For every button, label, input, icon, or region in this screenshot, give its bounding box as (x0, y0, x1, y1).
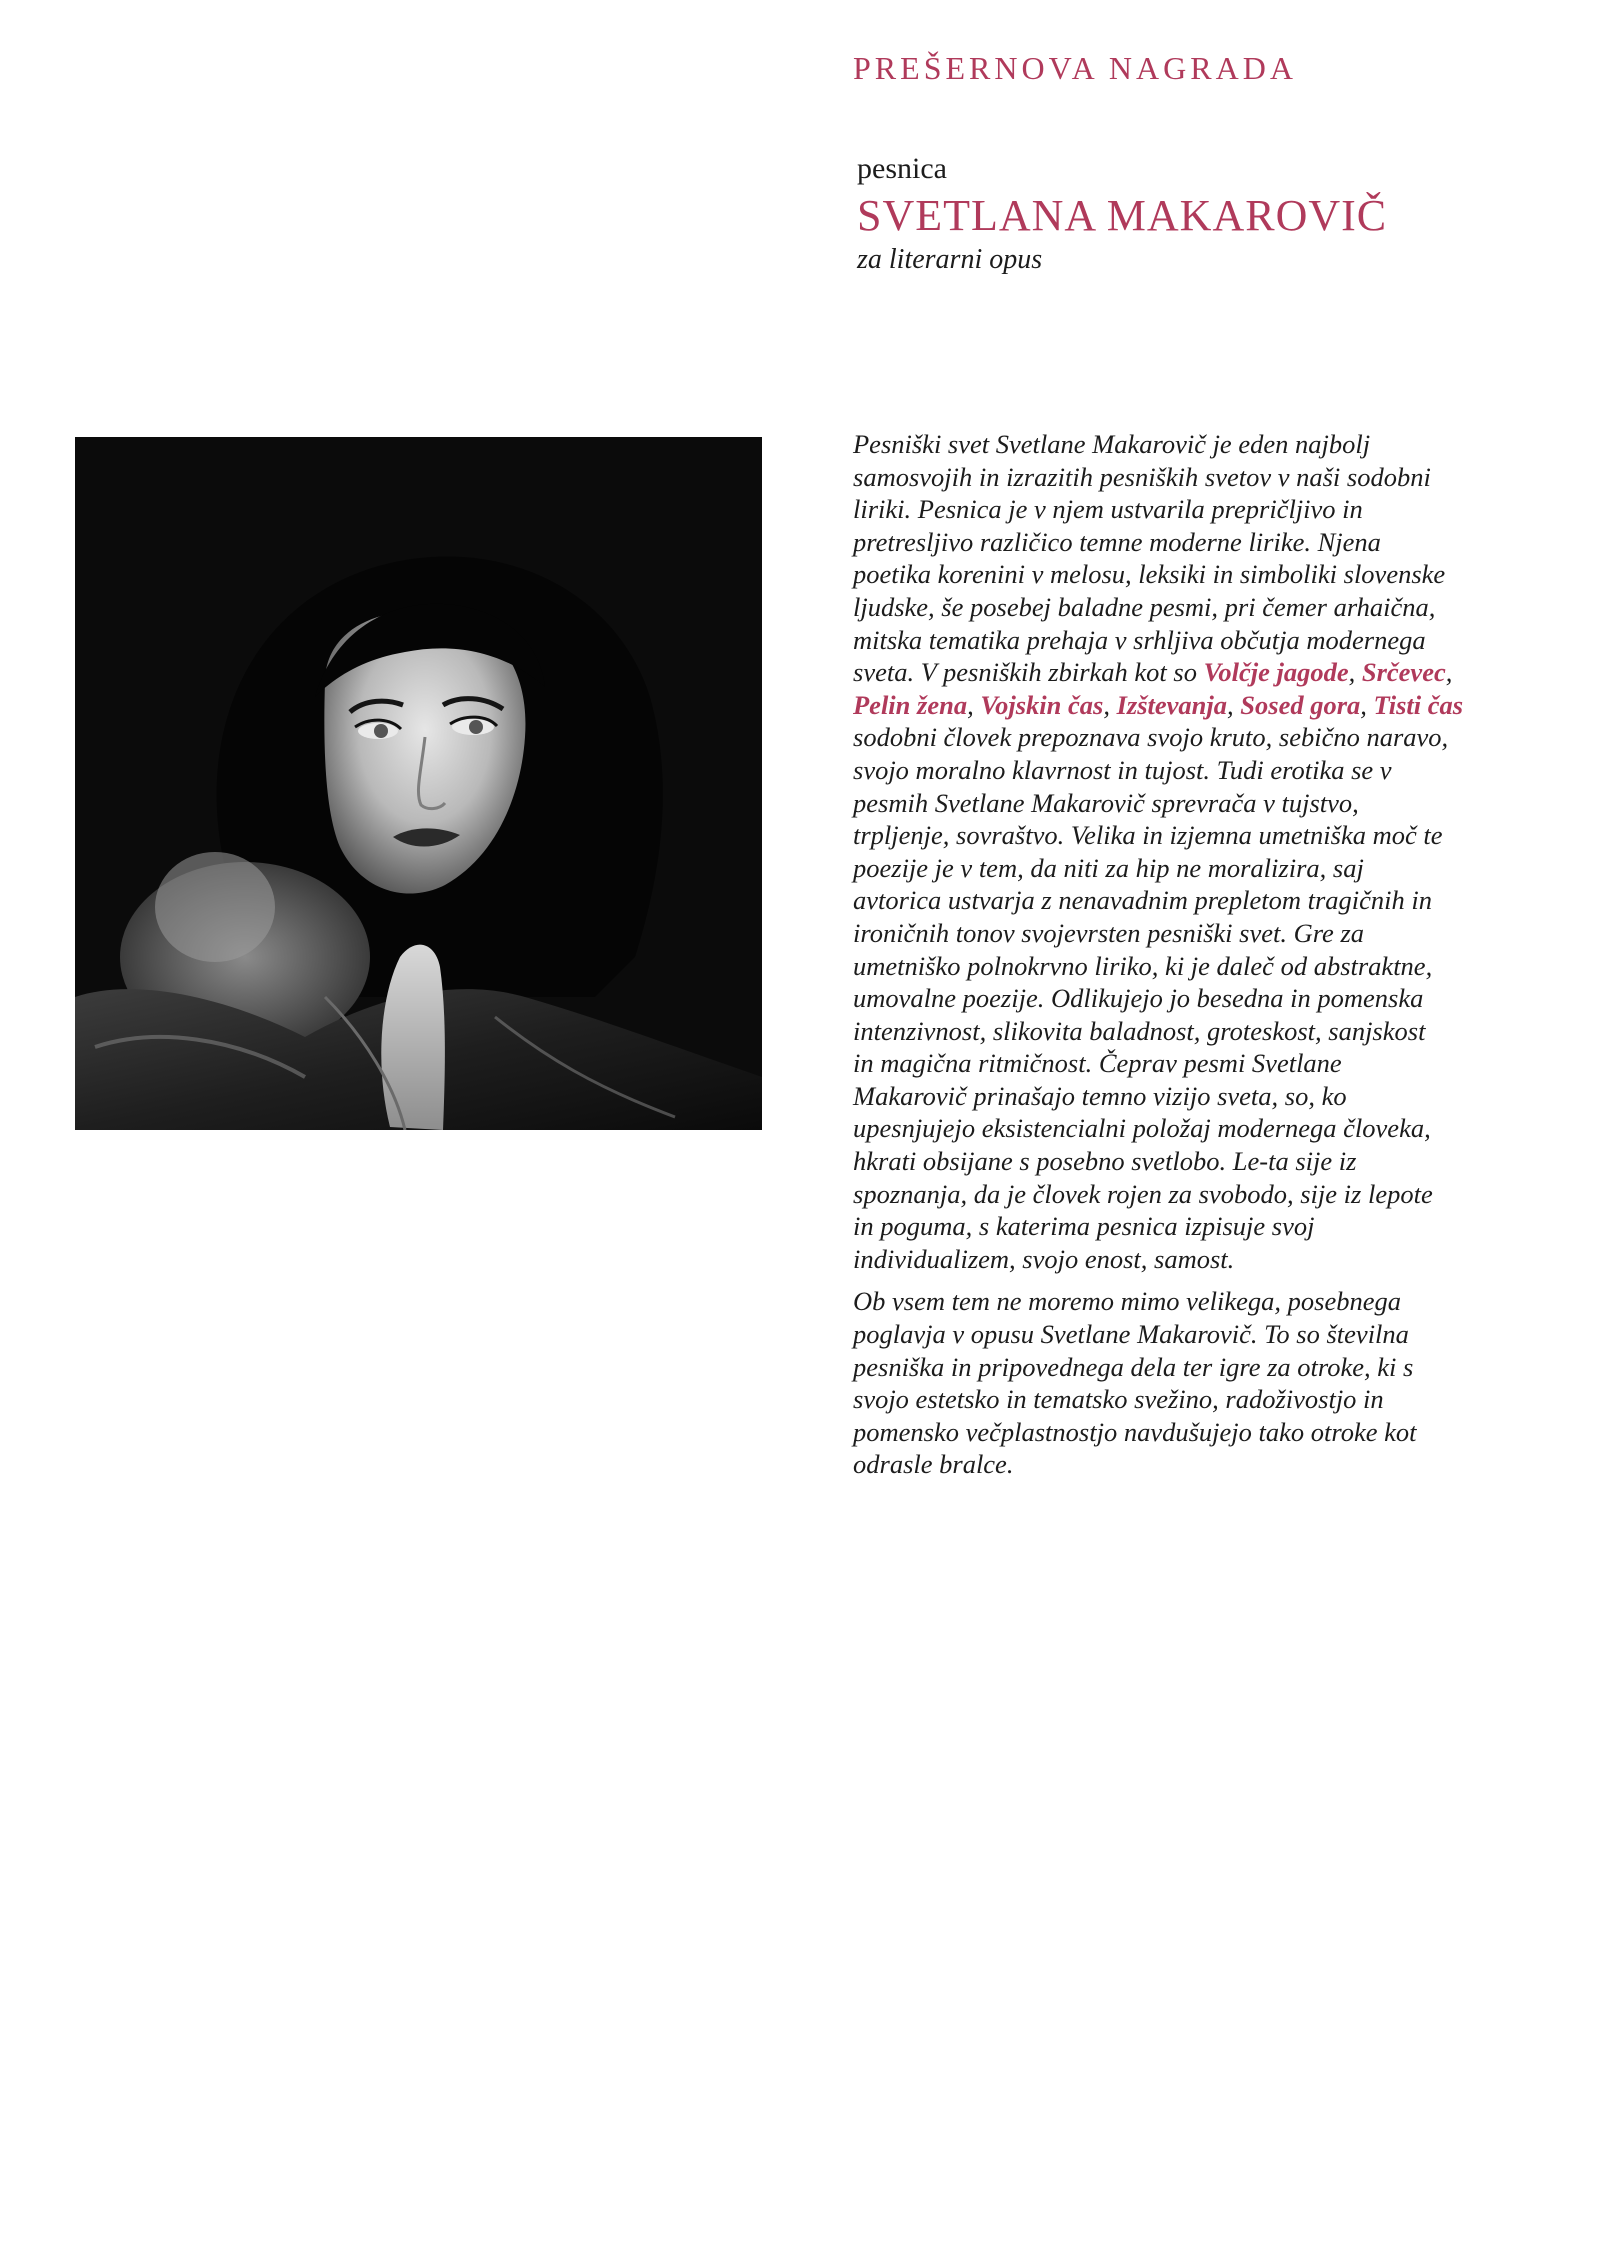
work-title: Izštevanja (1116, 689, 1228, 720)
work-title: Sosed gora (1240, 689, 1361, 720)
text-line: Pesniški svet Svetlane Makarovič je eden najbolj (853, 429, 1371, 459)
award-reason: za literarni opus (857, 244, 1043, 275)
portrait-photo (75, 437, 762, 1130)
text-line: ljudske, še posebej baladne pesmi, pri čemer arhaična, (853, 591, 1436, 622)
work-title: Volčje jagode (1203, 657, 1349, 688)
text-segment: sveta. V pesniških zbirkah kot so (853, 657, 1204, 688)
paragraph-2 (853, 1285, 1503, 1481)
award-title: PREŠERNOVA NAGRADA (853, 50, 1297, 86)
text-line-works-2: Pelin žena, Vojskin čas, Izštevanja, Sosed gora, Tisti čas (853, 689, 1464, 720)
text-line: pesmih Svetlane Makarovič sprevrača v tujstvo, (853, 787, 1359, 818)
laureate-role: pesnica (857, 152, 947, 185)
text-line: in poguma, s katerima pesnica izpisuje svoj (853, 1211, 1315, 1242)
text-line: samosvojih in izrazitih pesniških svetov v naši sodobni (853, 461, 1431, 492)
text-line: umovalne poezije. Odlikujejo jo besedna in pomenska (853, 983, 1424, 1014)
paragraph-1 (853, 428, 1503, 1275)
text-line: sodobni človek prepoznava svojo kruto, sebično naravo, (853, 722, 1449, 753)
text-line: poetika korenini v melosu, leksiki in simboliki slovenske (853, 559, 1446, 590)
text-line: svojo moralno klavrnost in tujost. Tudi erotika se v (853, 754, 1392, 785)
portrait-photo-drawing (75, 437, 762, 1130)
text-line: individualizem, svojo enost, samost. (853, 1243, 1235, 1274)
text-line: odrasle bralce. (853, 1449, 1014, 1480)
text-line: hkrati obsijane s posebno svetlobo. Le-ta sije iz (853, 1146, 1357, 1177)
work-title: Vojskin čas (980, 689, 1104, 720)
laudation-text (853, 428, 1503, 1491)
text-line: svojo estetsko in tematsko svežino, radoživostjo in (853, 1384, 1384, 1415)
text-line: avtorica ustvarja z nenavadnim prepletom tragičnih in (853, 885, 1433, 916)
text-line: intenzivnost, slikovita baladnost, groteskost, sanjskost (853, 1015, 1426, 1046)
work-title: Srčevec (1361, 657, 1446, 688)
work-title: Pelin žena (853, 689, 968, 720)
work-title: Tisti čas (1373, 689, 1464, 720)
text-line: upesnjujejo eksistencialni položaj modernega človeka, (853, 1113, 1431, 1144)
text-line: spoznanja, da je človek rojen za svobodo, sije iz lepote (853, 1178, 1433, 1209)
text-line: Ob vsem tem ne moremo mimo velikega, posebnega (853, 1286, 1401, 1317)
text-line: poglavja v opusu Svetlane Makarovič. To so številna (853, 1319, 1409, 1350)
text-line: poezije je v tem, da niti za hip ne moralizira, saj (853, 852, 1364, 883)
text-line: pomensko večplastnostjo navdušujejo tako otroke kot (853, 1416, 1417, 1447)
text-line: pesniška in pripovednega dela ter igre za otroke, ki s (853, 1351, 1414, 1382)
text-line: liriki. Pesnica je v njem ustvarila prepričljivo in (853, 494, 1363, 525)
laureate-name: SVETLANA MAKAROVIČ (857, 191, 1388, 240)
text-line: trpljenje, sovraštvo. Velika in izjemna umetniška moč te (853, 820, 1443, 851)
text-line: pretresljivo različico temne moderne lirike. Njena (853, 526, 1381, 557)
text-line-works-1: sveta. V pesniških zbirkah kot so Volčje jagode, Srčevec, (853, 657, 1453, 688)
text-line: umetniško polnokrvno liriko, ki je daleč od abstraktne, (853, 950, 1433, 981)
text-line: Makarovič prinašajo temno vizijo sveta, so, ko (853, 1080, 1347, 1111)
text-line: ironičnih tonov svojevrsten pesniški svet. Gre za (853, 917, 1365, 948)
text-line: in magična ritmičnost. Čeprav pesmi Svetlane (853, 1048, 1342, 1079)
text-line: mitska tematika prehaja v srhljiva občutja modernega (853, 624, 1426, 655)
